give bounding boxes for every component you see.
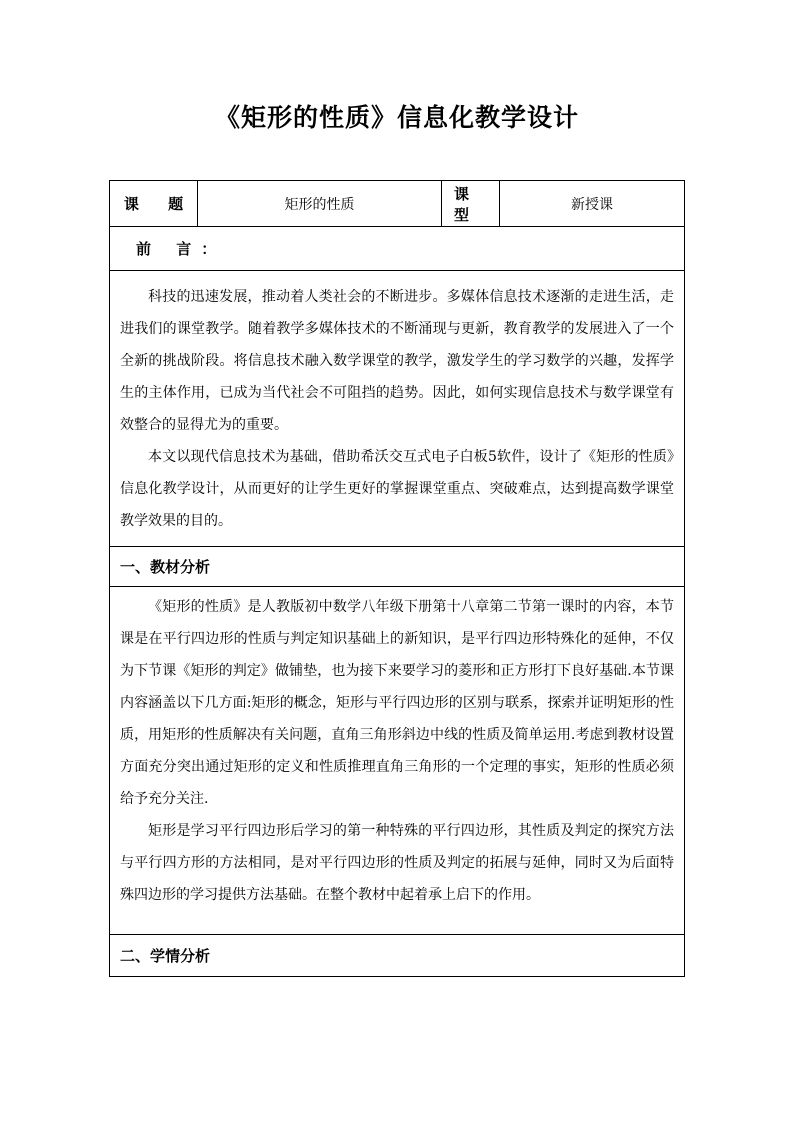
- header-row: [110, 181, 684, 227]
- section1-heading-row: [110, 547, 684, 587]
- preface-paragraph: 科技的迅速发展，推动着人类社会的不断进步。多媒体信息技术逐渐的走进生活，走进我们的课堂教学。随着教学多媒体技术的不断涌现与更新，教育教学的发展进入了一个全新的挑战阶段。将信息技术融入数学课堂的教学，激发学生的学习数学的兴趣，发挥学生的主体作用，已成为当代社会不可阻挡的趋势。因此，如何实现信息技术与数学课堂有效整合的显得尤为的重要。: [120, 289, 674, 433]
- preface-paragraph: 本文以现代信息技术为基础，借助希沃交互式电子白板5软件，设计了《矩形的性质》信息化教学设计，从而更好的让学生更好的掌握课堂重点、突破难点，达到提高数学课堂教学效果的目的。: [120, 449, 674, 529]
- section1-paragraph: 矩形是学习平行四边形后学习的第一种特殊的平行四边形，其性质及判定的探究方法与平行四方形的方法相同，是对平行四边形的性质及判定的拓展与延伸，同时又为后面特殊四边形的学习提供方法基础。在整个教材中起着承上启下的作用。: [120, 823, 674, 903]
- section1-title: 一、教材分析: [120, 558, 211, 576]
- lesson-plan-table: [109, 180, 685, 977]
- preface-body-row: [110, 271, 684, 547]
- section2-title: 二、学情分析: [120, 946, 211, 965]
- type-label: 课 型: [442, 181, 500, 226]
- topic-label: 课 题: [110, 181, 198, 226]
- preface-label: 前 言：: [136, 240, 227, 258]
- section1-body: [120, 591, 674, 911]
- section2-heading-row: [110, 935, 684, 975]
- document-title: 《矩形的性质》信息化教学设计: [214, 103, 579, 132]
- preface-body: [120, 281, 674, 537]
- topic-value: 矩形的性质: [198, 181, 442, 226]
- preface-row: [110, 227, 684, 271]
- section1-paragraph: 《矩形的性质》是人教版初中数学八年级下册第十八章第二节第一课时的内容，本节课是在平行四边形的性质与判定知识基础上的新知识，是平行四边形特殊化的延伸，不仅为下节课《矩形的判定》做铺垫，也为接下来要学习的菱形和正方形打下良好基础.本节课内容涵盖以下几方面:矩形的概念，矩形与平行四边形的区别与联系，探索并证明矩形的性质，用矩形的性质解决有关问题，直角三角形斜边中线的性质及简单运用.考虑到教材设置方面充分突出通过矩形的定义和性质推理直角三角形的一个定理的事实，矩形的性质必须给予充分关注.: [120, 599, 674, 807]
- section1-body-row: [110, 587, 684, 935]
- type-value: 新授课: [571, 196, 613, 213]
